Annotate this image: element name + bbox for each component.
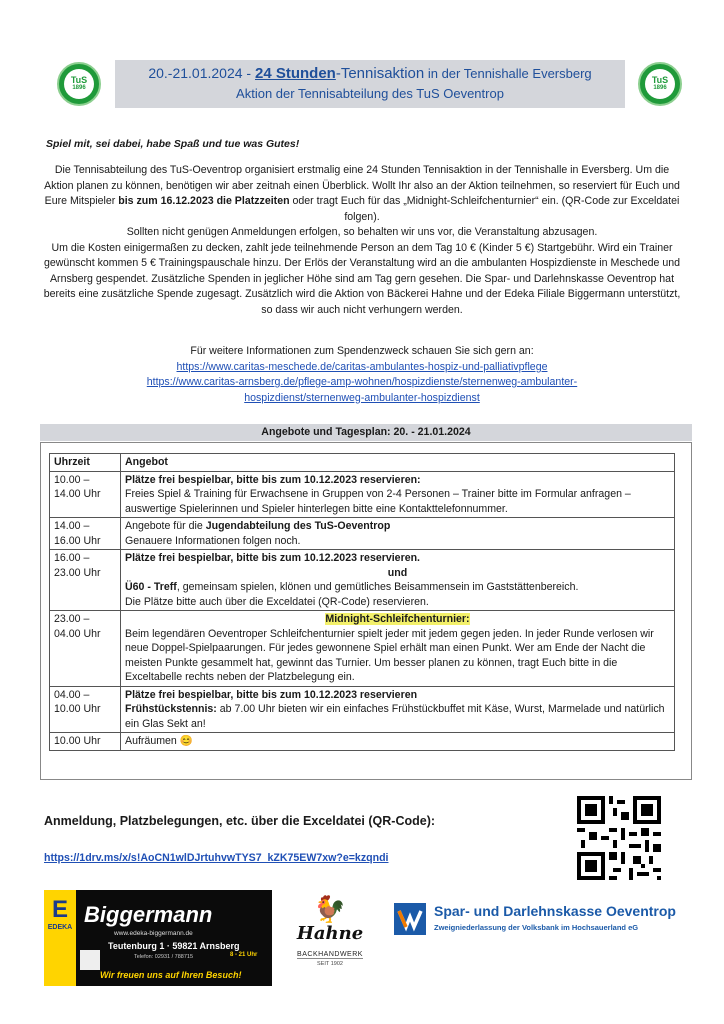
edeka-web: www.edeka-biggermann.de — [114, 930, 193, 937]
info-lead: Für weitere Informationen zum Spendenzweck schauen Sie sich gern an: — [190, 345, 534, 357]
info-links — [40, 344, 684, 406]
edeka-address: Teutenburg 1 · 59821 Arnsberg — [108, 941, 240, 951]
qr-code-icon[interactable] — [577, 796, 661, 880]
spk-name: Spar- und Darlehnskasse Oeventrop — [434, 903, 676, 919]
schedule-table — [49, 453, 675, 751]
row-offer — [121, 550, 675, 611]
row-offer-bold: Jugendabteilung des TuS-Oeventrop — [205, 520, 391, 532]
logo-text-top: TuS — [70, 75, 88, 85]
slogan: Spiel mit, sei dabei, habe Spaß und tue was Gutes! — [46, 138, 300, 150]
row-offer-bold-2: Frühstückstennis: — [125, 703, 217, 715]
intro-p1-bold: bis zum 16.12.2023 die Platzzeiten — [118, 195, 290, 207]
row-offer-bold-2: Ü60 - Treff — [125, 581, 177, 593]
row-offer-highlight: Midnight-Schleifchenturnier: — [325, 613, 470, 625]
intro-p1-b: oder tragt Euch für das „Midnight-Schleifchenturnier“ ein. (QR-Code zur Exceldatei folgen). — [289, 195, 680, 223]
row-time: 04.00 – 10.00 Uhr — [50, 686, 121, 733]
header-title-line — [115, 63, 625, 84]
row-offer-text: Beim legendären Oeventroper Schleifchenturnier spielt jeder mit jedem gegen jeden. In jeder Runde verlosen wir neue Doppel-Spielpaarungen. Für jedes gewonnene Spiel erhält man einen Punkt. Wer am Ende der Nacht die meisten Punkte gesammelt hat, gewinnt das Turnier. Um besser planen zu können, tragt Euch bitte in die Exceltabelle rechts neben der Platzbelegung ein. — [125, 627, 654, 683]
row-offer-text: , gemeinsam spielen, klönen und gemütliches Beisammensein im Gaststättenbereich. — [176, 581, 579, 593]
logo-year: 1896 — [653, 85, 667, 91]
event-title-underlined: 24 Stunden — [254, 65, 336, 82]
caritas-meschede-link[interactable]: https://www.caritas-meschede.de/caritas-ambulantes-hospiz-und-palliativpflege — [176, 360, 548, 373]
row-offer-text-2: Die Plätze bitte auch über die Exceldatei (QR-Code) reservieren. — [125, 595, 429, 608]
row-offer-text: Freies Spiel & Training für Erwachsene in Gruppen von 2-4 Personen – Trainer bitte im Formular anfragen – auswertige Spielerinnen und Spieler hinterlegen bitte eine Kontakttelefonnummer. — [125, 488, 631, 515]
table-row — [50, 471, 675, 518]
edeka-e-icon: E — [51, 896, 68, 923]
spk-sub: Zweigniederlassung der Volksbank im Hochsauerland eG — [434, 923, 639, 932]
edeka-slogan: Wir freuen uns auf Ihren Besuch! — [100, 970, 242, 980]
table-row — [50, 686, 675, 733]
table-row — [50, 518, 675, 550]
header-banner — [115, 60, 625, 108]
row-offer — [121, 611, 675, 687]
col-offer-header: Angebot — [121, 454, 675, 472]
row-offer: Aufräumen 😊 — [121, 733, 675, 751]
row-time: 10.00 – 14.00 Uhr — [50, 471, 121, 518]
row-offer-pre: Angebote für die — [125, 520, 206, 532]
hahne-sub: BACKHANDWERK — [297, 951, 363, 958]
table-row — [50, 550, 675, 611]
tus-logo-right — [638, 62, 682, 106]
row-time: 14.00 – 16.00 Uhr — [50, 518, 121, 550]
edeka-name: Biggermann — [84, 902, 213, 927]
intro-paragraph-3: Um die Kosten einigermaßen zu decken, zahlt jede teilnehmende Person an dem Tag 10 € (Kinder 5 €) Startgebühr. Wird ein Trainer gewünscht kommen 5 € Trainingspauschale hinzu. Der Erlös der Veranstaltung wird an die ambulanten Hospizdienste in Meschede und Arnsberg gespendet. Zusätzliche Spenden in jeglicher Höhe sind am Tag gern gesehen. Die Spar- und Darlehnskasse Oeventrop hat bereits eine zusätzliche Spende zugesagt. Zusätzlich wird die Aktion von Bäckerei Hahne und der Edeka Filiale Biggermann unterstützt, so dass wir auch nicht verhungern werden. — [43, 241, 681, 316]
row-offer — [121, 518, 675, 550]
edeka-hours: 8 - 21 Uhr — [230, 952, 258, 958]
event-date: 20.-21.01.2024 - — [148, 65, 255, 81]
spar-darlehnskasse-logo — [394, 895, 684, 945]
row-offer-und: und — [387, 566, 408, 579]
logo-text-top: TuS — [651, 75, 669, 85]
hahne-name: Hahne — [296, 923, 364, 944]
registration-label: Anmeldung, Platzbelegungen, etc. über die Exceldatei (QR-Code): — [44, 814, 436, 828]
edeka-logo-strip — [44, 890, 76, 986]
rooster-icon: 🐓 — [313, 894, 347, 924]
registration-link[interactable]: https://1drv.ms/x/s!AoCN1wlDJrtuhvwTYS7_kZK75EW7xw?e=kzqndi — [44, 852, 389, 864]
row-offer — [121, 471, 675, 518]
row-time: 10.00 Uhr — [50, 733, 121, 751]
col-time-header: Uhrzeit — [50, 454, 121, 472]
volksbank-icon — [394, 903, 426, 935]
intro-text — [40, 163, 684, 318]
event-subtitle: Aktion der Tennisabteilung des TuS Oeventrop — [236, 86, 504, 101]
event-location: in der Tennishalle Eversberg — [424, 66, 592, 81]
row-offer-text: ab 7.00 Uhr bieten wir ein einfaches Frühstückbuffet mit Käse, Wurst, Marmelade und natürlich ein Glas Sekt an! — [125, 703, 665, 730]
logo-year: 1896 — [72, 85, 86, 91]
table-row — [50, 733, 675, 751]
intro-p1-a: Die Tennisabteilung des TuS-Oeventrop organisiert erstmalig eine 24 Stunden Tennisaktion in der Tennishalle in Eversberg. Um die Aktion planen zu können, benötigen wir aber zeitnah einen Überblick. Wollt Ihr also an der Aktion teilnehmen, so reserviert für Euch und Eure Mitspieler — [44, 164, 680, 207]
row-time: 16.00 – 23.00 Uhr — [50, 550, 121, 611]
plan-title: Angebote und Tagesplan: 20. - 21.01.2024 — [40, 424, 692, 441]
intro-paragraph-2: Sollten nicht genügen Anmeldungen erfolgen, so behalten wir uns vor, die Veranstaltung abzusagen. — [126, 226, 598, 238]
edeka-biggermann-ad — [44, 890, 272, 986]
row-offer — [121, 686, 675, 733]
table-row — [50, 611, 675, 687]
table-header-row — [50, 454, 675, 472]
hahne-logo — [291, 890, 369, 982]
edeka-qr-icon — [80, 950, 100, 970]
intro-paragraph-1 — [40, 163, 684, 225]
caritas-arnsberg-link[interactable]: https://www.caritas-arnsberg.de/pflege-amp-wohnen/hospizdienste/sternenweg-ambulanter-hospizdienst/sternenweg-ambulanter-hospizdienst — [146, 376, 578, 404]
row-offer-text: Genauere Informationen folgen noch. — [125, 534, 301, 547]
event-title-rest: -Tennisaktion — [335, 65, 425, 82]
hahne-since: SEIT 1902 — [317, 961, 343, 967]
row-offer-bold: Plätze frei bespielbar, bitte bis zum 10.12.2023 reservieren: — [125, 473, 421, 486]
tus-logo-left — [57, 62, 101, 106]
row-offer-bold: Plätze frei bespielbar, bitte bis zum 10.12.2023 reservieren — [125, 688, 418, 701]
edeka-brand: EDEKA — [47, 924, 73, 931]
row-offer-highlight-wrap — [125, 612, 670, 627]
row-time: 23.00 – 04.00 Uhr — [50, 611, 121, 687]
row-offer-bold: Plätze frei bespielbar, bitte bis zum 10.12.2023 reservieren. — [125, 552, 421, 564]
edeka-phone: Telefon: 02931 / 788715 — [134, 954, 194, 960]
